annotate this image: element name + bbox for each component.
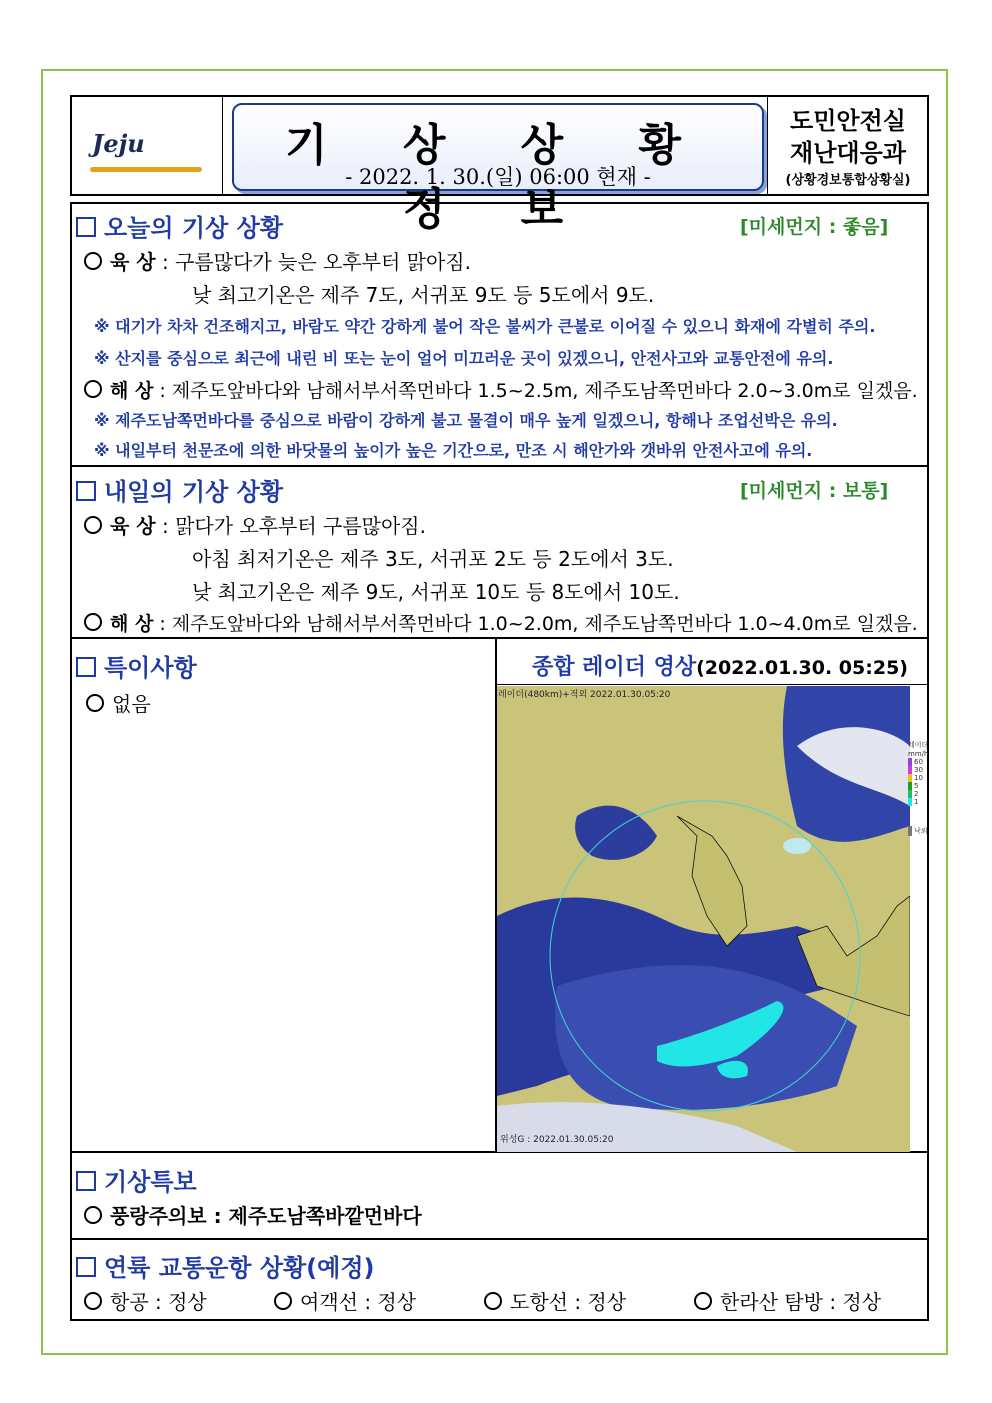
title-box bbox=[232, 103, 764, 235]
logo-cell bbox=[72, 97, 223, 194]
report-body bbox=[70, 202, 929, 1321]
warning-heading bbox=[76, 1162, 197, 1197]
traffic-ferry: 여객선 : 정상 bbox=[300, 1290, 417, 1314]
legend-lightning: 낙뢰 bbox=[908, 826, 930, 836]
tomorrow-dust: [미세먼지 : 보통] bbox=[740, 480, 889, 502]
traffic-item-hallasan bbox=[694, 1286, 881, 1315]
today-land-row: 육 상 : 구름많다가 늦은 오후부터 맑아짐. bbox=[84, 246, 471, 275]
divider-today bbox=[72, 465, 927, 467]
radar-title-text: 종합 레이더 영상 bbox=[532, 655, 697, 680]
divider-warning bbox=[72, 1238, 927, 1240]
radar-legend bbox=[908, 740, 930, 836]
tomorrow-land-1: 맑다가 오후부터 구름많아짐. bbox=[175, 514, 426, 538]
circle-bullet-icon bbox=[84, 516, 102, 534]
jeju-logo: Jeju bbox=[92, 129, 145, 158]
special-item bbox=[86, 688, 151, 717]
checkbox-square-icon bbox=[76, 481, 96, 501]
tomorrow-sea-label: 해 상 bbox=[110, 613, 154, 635]
today-heading-text: 오늘의 기상 상황 bbox=[104, 214, 283, 242]
special-heading-text: 특이사항 bbox=[104, 654, 197, 682]
checkbox-square-icon bbox=[76, 217, 96, 237]
traffic-boat: 도항선 : 정상 bbox=[510, 1290, 627, 1314]
org-cell bbox=[767, 97, 928, 194]
traffic-heading bbox=[76, 1248, 375, 1283]
legend-value: 2 bbox=[908, 790, 930, 798]
today-note-3: ※ 제주도남쪽먼바다를 중심으로 바람이 강하게 불고 물결이 매우 높게 일겠으니, 항해나 조업선박은 유의. bbox=[94, 411, 838, 430]
today-heading bbox=[76, 208, 283, 243]
tomorrow-heading bbox=[76, 472, 283, 507]
today-sea-row: 해 상 : 제주도앞바다와 남해서부서쪽먼바다 1.5~2.5m, 제주도남쪽먼바다 2.0~3.0m로 일겠음. bbox=[84, 376, 918, 403]
radar-time: (2022.01.30. 05:25) bbox=[696, 657, 908, 679]
page-date: - 2022. 1. 30.(일) 06:00 현재 - bbox=[345, 165, 651, 189]
legend-value: 1 bbox=[908, 798, 930, 806]
org-name-2: 재난대응과 bbox=[790, 139, 906, 167]
legend-title: 레이더 bbox=[908, 741, 929, 749]
legend-unit: mm/h bbox=[908, 750, 929, 758]
circle-bullet-icon bbox=[694, 1292, 712, 1310]
today-sea-label: 해 상 bbox=[110, 380, 154, 402]
warning-item bbox=[84, 1200, 422, 1229]
tomorrow-heading-text: 내일의 기상 상황 bbox=[104, 478, 283, 506]
checkbox-square-icon bbox=[76, 1257, 96, 1277]
circle-bullet-icon bbox=[274, 1292, 292, 1310]
circle-bullet-icon bbox=[84, 1292, 102, 1310]
traffic-air: 항공 : 정상 bbox=[110, 1290, 207, 1314]
circle-bullet-icon bbox=[484, 1292, 502, 1310]
tomorrow-sea-1: 제주도앞바다와 남해서부서쪽먼바다 1.0~2.0m, 제주도남쪽먼바다 1.0~4.0m로 일겠음. bbox=[171, 613, 918, 635]
today-dust: [미세먼지 : 좋음] bbox=[740, 216, 889, 238]
today-land-1: 구름많다가 늦은 오후부터 맑아짐. bbox=[175, 250, 471, 274]
divider-tomorrow bbox=[72, 637, 927, 639]
tomorrow-land-3: 낮 최고기온은 제주 9도, 서귀포 10도 등 8도에서 10도. bbox=[192, 580, 680, 604]
radar-image bbox=[497, 686, 910, 1152]
radar-caption-top: 레이더(480km)+적외 2022.01.30.05:20 bbox=[498, 690, 671, 700]
today-land-label: 육 상 bbox=[110, 250, 156, 274]
special-item-text: 없음 bbox=[112, 692, 151, 716]
warning-heading-text: 기상특보 bbox=[104, 1168, 197, 1196]
traffic-item-air bbox=[84, 1286, 207, 1315]
today-sea-1: 제주도앞바다와 남해서부서쪽먼바다 1.5~2.5m, 제주도남쪽먼바다 2.0~3.0m로 일겠음. bbox=[171, 380, 918, 402]
divider-radar-title bbox=[495, 684, 927, 685]
special-heading bbox=[76, 648, 197, 683]
org-name-3: (상황경보통합상황실) bbox=[785, 173, 911, 188]
circle-bullet-icon bbox=[84, 613, 102, 631]
checkbox-square-icon bbox=[76, 657, 96, 677]
circle-bullet-icon bbox=[84, 252, 102, 270]
today-note-2: ※ 산지를 중심으로 최근에 내린 비 또는 눈이 얼어 미끄러운 곳이 있겠으니, 안전사고와 교통안전에 유의. bbox=[94, 349, 834, 368]
radar-title bbox=[532, 650, 908, 681]
today-note-4: ※ 내일부터 천문조에 의한 바닷물의 높이가 높은 기간으로, 만조 시 해안가와 갯바위 안전사고에 유의. bbox=[94, 441, 813, 460]
tomorrow-sea-row: 해 상 : 제주도앞바다와 남해서부서쪽먼바다 1.0~2.0m, 제주도남쪽먼바다 1.0~4.0m로 일겠음. bbox=[84, 609, 918, 636]
traffic-hallasan: 한라산 탐방 : 정상 bbox=[720, 1290, 882, 1314]
warning-item-text: 풍랑주의보 : 제주도남쪽바깥먼바다 bbox=[110, 1204, 422, 1228]
radar-caption-bottom: 위성G : 2022.01.30.05:20 bbox=[500, 1135, 614, 1145]
checkbox-square-icon bbox=[76, 1171, 96, 1191]
circle-bullet-icon bbox=[86, 694, 104, 712]
org-name-1: 도민안전실 bbox=[790, 107, 906, 135]
traffic-heading-text: 연륙 교통운항 상황(예정) bbox=[104, 1254, 375, 1282]
tomorrow-land-row: 육 상 : 맑다가 오후부터 구름많아짐. bbox=[84, 510, 426, 539]
legend-value: 30 bbox=[908, 766, 930, 774]
today-land-2: 낮 최고기온은 제주 7도, 서귀포 9도 등 5도에서 9도. bbox=[192, 283, 655, 307]
today-note-1: ※ 대기가 차차 건조해지고, 바람도 약간 강하게 불어 작은 불씨가 큰불로 이어질 수 있으니 화재에 각별히 주의. bbox=[94, 317, 876, 336]
traffic-item-boat bbox=[484, 1286, 626, 1315]
legend-value: 60 bbox=[908, 758, 930, 766]
logo-underline bbox=[90, 167, 202, 172]
circle-bullet-icon bbox=[84, 380, 102, 398]
circle-bullet-icon bbox=[84, 1206, 102, 1224]
legend-value: 10 bbox=[908, 774, 930, 782]
tomorrow-land-2: 아침 최저기온은 제주 3도, 서귀포 2도 등 2도에서 3도. bbox=[192, 547, 674, 571]
tomorrow-land-label: 육 상 bbox=[110, 514, 156, 538]
traffic-item-ferry bbox=[274, 1286, 416, 1315]
page-title: 기 상 상 황 정 보 bbox=[285, 120, 711, 235]
legend-value: 5 bbox=[908, 782, 930, 790]
